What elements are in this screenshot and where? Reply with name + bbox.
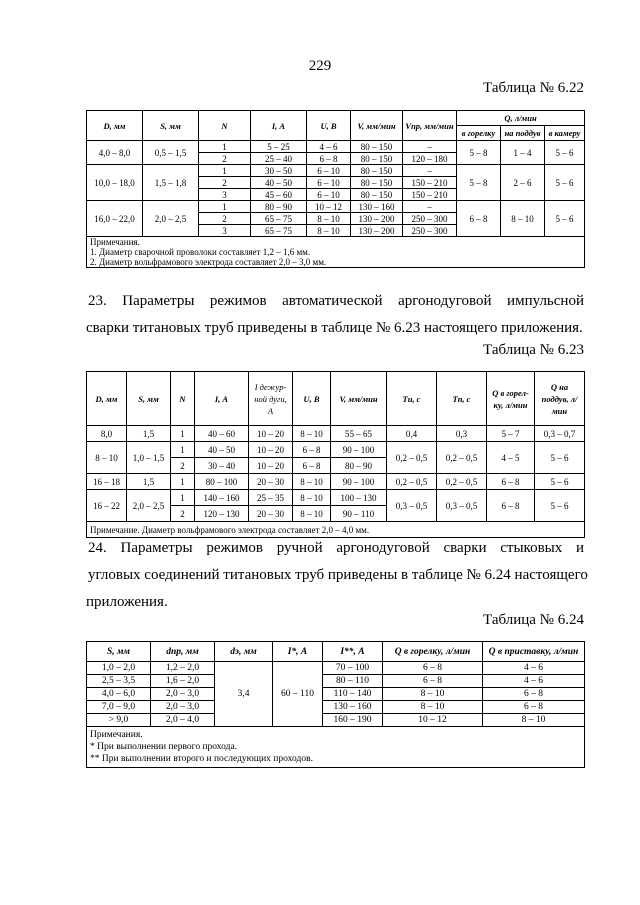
cell-i: 40 – 50 (251, 177, 307, 189)
cell-v: 130 – 160 (351, 201, 403, 213)
paragraph-24 (86, 535, 588, 616)
header-i2: I**, А (323, 642, 383, 662)
header-ti: Tи, с (387, 372, 437, 426)
table-row (87, 474, 585, 490)
cell-s: 0,5 – 1,5 (143, 141, 199, 165)
cell-u: 10 – 12 (307, 201, 351, 213)
cell-i-duty: 25 – 35 (249, 490, 293, 506)
table-row (87, 675, 585, 688)
header-n: N (171, 372, 195, 426)
cell-d: 16 – 22 (87, 490, 127, 522)
cell-i: 40 – 60 (195, 426, 249, 442)
cell-q-torch: 10 – 12 (383, 714, 483, 727)
cell-v: 80 – 150 (351, 177, 403, 189)
cell-n: 2 (199, 153, 251, 165)
cell-q-underlay: 5 – 6 (535, 474, 585, 490)
header-v: V, мм/мин (351, 111, 403, 141)
note-line: Примечания. (90, 237, 140, 247)
cell-n: 1 (199, 165, 251, 177)
table-row (87, 141, 585, 153)
cell-d: 10,0 – 18,0 (87, 165, 143, 201)
cell-tp: 0,2 – 0,5 (437, 474, 487, 490)
header-s: S, мм (127, 372, 171, 426)
cell-s: 1,5 – 1,8 (143, 165, 199, 201)
cell-u: 6 – 8 (293, 458, 331, 474)
cell-n: 1 (171, 442, 195, 458)
header-q-chamber: в камеру (545, 126, 585, 141)
cell-vpr: 120 – 180 (403, 153, 457, 165)
cell-v: 90 – 110 (331, 506, 387, 522)
cell-u: 8 – 10 (293, 474, 331, 490)
cell-tp: 0,3 – 0,5 (437, 490, 487, 522)
cell-q-underlay: 5 – 6 (535, 442, 585, 474)
paragraph-line: 24. Параметры режимов ручной аргонодуговой сварки стыковых и (88, 540, 584, 556)
cell-dpr: 2,0 – 4,0 (151, 714, 215, 727)
cell-q-chamber: 5 – 6 (545, 201, 585, 237)
cell-q-torch: 6 – 8 (487, 490, 535, 522)
table-row (87, 426, 585, 442)
cell-i: 65 – 75 (251, 213, 307, 225)
cell-i2: 160 – 190 (323, 714, 383, 727)
cell-d: 8 – 10 (87, 442, 127, 474)
cell-n: 2 (171, 506, 195, 522)
cell-q-nozzle: 4 – 6 (483, 675, 585, 688)
paragraph-line: 23. Параметры режимов автоматической аргонодуговой импульсной (88, 293, 584, 309)
paragraph-line: сварки титановых труб приведены в таблице № 6.23 настоящего приложения. (86, 320, 583, 336)
cell-q-underlay: 0,3 – 0,7 (535, 426, 585, 442)
cell-u: 6 – 10 (307, 177, 351, 189)
cell-q-nozzle: 8 – 10 (483, 714, 585, 727)
cell-vpr: 150 – 210 (403, 177, 457, 189)
cell-v: 80 – 90 (331, 458, 387, 474)
cell-q-underlay: 5 – 6 (535, 490, 585, 522)
table-caption-6-24: Таблица № 6.24 (483, 612, 584, 628)
cell-i2: 70 – 100 (323, 662, 383, 675)
cell-dpr: 2,0 – 3,0 (151, 688, 215, 701)
cell-q-torch: 6 – 8 (383, 675, 483, 688)
cell-u: 6 – 8 (307, 153, 351, 165)
header-v: V, мм/мин (331, 372, 387, 426)
table-row (87, 688, 585, 701)
table-row (87, 662, 585, 675)
table-row (87, 490, 585, 506)
cell-q-underlay: 2 – 6 (501, 165, 545, 201)
cell-i-duty: 20 – 30 (249, 506, 293, 522)
cell-n: 1 (171, 426, 195, 442)
table-row (87, 201, 585, 213)
header-q-underlay: на поддув (501, 126, 545, 141)
cell-q-chamber: 5 – 6 (545, 165, 585, 201)
page-number: 229 (308, 58, 332, 74)
cell-n: 2 (199, 213, 251, 225)
table-6-24 (86, 641, 585, 768)
cell-q-underlay: 8 – 10 (501, 201, 545, 237)
table-row (87, 442, 585, 458)
header-q-torch: Q в горелку, л/мин (383, 642, 483, 662)
table-caption-6-23: Таблица № 6.23 (483, 342, 584, 358)
cell-n: 3 (199, 189, 251, 201)
cell-i-duty: 20 – 30 (249, 474, 293, 490)
cell-i: 45 – 60 (251, 189, 307, 201)
cell-q-torch: 6 – 8 (383, 662, 483, 675)
cell-q-nozzle: 4 – 6 (483, 662, 585, 675)
cell-vpr: 150 – 210 (403, 189, 457, 201)
table-6-23 (86, 371, 585, 538)
cell-i: 120 – 130 (195, 506, 249, 522)
cell-v: 55 – 65 (331, 426, 387, 442)
cell-s: 7,0 – 9,0 (87, 701, 151, 714)
header-tp: Tп, с (437, 372, 487, 426)
cell-u: 8 – 10 (293, 490, 331, 506)
header-n: N (199, 111, 251, 141)
cell-q-torch: 6 – 8 (457, 201, 501, 237)
cell-v: 90 – 100 (331, 442, 387, 458)
paragraph-23 (88, 288, 584, 342)
cell-q-nozzle: 6 – 8 (483, 701, 585, 714)
cell-n: 2 (171, 458, 195, 474)
table-note: Примечание. Диаметр вольфрамового электрода составляет 2,0 – 4,0 мм. (87, 522, 585, 538)
header-vpr: Vпр, мм/мин (403, 111, 457, 141)
cell-q-nozzle: 6 – 8 (483, 688, 585, 701)
table-row (87, 165, 585, 177)
table-notes (87, 727, 585, 768)
note-line: Примечания. (90, 730, 143, 740)
cell-n: 1 (171, 474, 195, 490)
cell-n: 1 (199, 141, 251, 153)
cell-n: 1 (171, 490, 195, 506)
table-6-22 (86, 110, 585, 268)
cell-q-torch: 6 – 8 (487, 474, 535, 490)
cell-s: > 9,0 (87, 714, 151, 727)
cell-v: 80 – 150 (351, 189, 403, 201)
cell-q-torch: 8 – 10 (383, 701, 483, 714)
paragraph-line: угловых соединений титановых труб приведены в таблице № 6.24 настоящего (88, 567, 588, 583)
header-q-torch: Q в горел-ку, л/мин (487, 372, 535, 426)
cell-i: 140 – 160 (195, 490, 249, 506)
cell-s: 2,0 – 2,5 (127, 490, 171, 522)
cell-i: 80 – 90 (251, 201, 307, 213)
cell-u: 8 – 10 (307, 225, 351, 237)
cell-i: 5 – 25 (251, 141, 307, 153)
cell-ti: 0,3 – 0,5 (387, 490, 437, 522)
cell-u: 8 – 10 (293, 426, 331, 442)
header-d: D, мм (87, 372, 127, 426)
cell-i2: 80 – 110 (323, 675, 383, 688)
cell-i-duty: 10 – 20 (249, 442, 293, 458)
cell-u: 4 – 6 (307, 141, 351, 153)
cell-s: 1,0 – 1,5 (127, 442, 171, 474)
cell-v: 130 – 200 (351, 225, 403, 237)
cell-d: 8,0 (87, 426, 127, 442)
note-line: * При выполнении первого прохода. (90, 742, 238, 752)
cell-dpr: 1,6 – 2,0 (151, 675, 215, 688)
cell-v: 100 – 130 (331, 490, 387, 506)
cell-s: 2,0 – 2,5 (143, 201, 199, 237)
table-row (87, 701, 585, 714)
header-q-nozzle: Q в приставку, л/мин (483, 642, 585, 662)
cell-i: 40 – 50 (195, 442, 249, 458)
cell-s: 1,5 (127, 426, 171, 442)
header-d: D, мм (87, 111, 143, 141)
cell-u: 6 – 10 (307, 189, 351, 201)
cell-u: 6 – 8 (293, 442, 331, 458)
table-notes-row (87, 237, 585, 268)
cell-q-torch: 5 – 8 (457, 165, 501, 201)
cell-u: 6 – 10 (307, 165, 351, 177)
cell-vpr: – (403, 165, 457, 177)
cell-v: 80 – 150 (351, 153, 403, 165)
cell-ti: 0,2 – 0,5 (387, 442, 437, 474)
cell-dpr: 2,0 – 3,0 (151, 701, 215, 714)
cell-i: 65 – 75 (251, 225, 307, 237)
note-line: ** При выполнении второго и последующих проходов. (90, 754, 313, 764)
cell-tp: 0,3 (437, 426, 487, 442)
cell-ti: 0,2 – 0,5 (387, 474, 437, 490)
cell-d: 16 – 18 (87, 474, 127, 490)
header-q-underlay: Q на поддув, л/мин (535, 372, 585, 426)
header-de: dэ, мм (215, 642, 273, 662)
header-i: I, А (251, 111, 307, 141)
note-line: 2. Диаметр вольфрамового электрода составляет 2,0 – 3,0 мм. (90, 257, 327, 267)
cell-tp: 0,2 – 0,5 (437, 442, 487, 474)
cell-i2: 130 – 160 (323, 701, 383, 714)
cell-q-underlay: 1 – 4 (501, 141, 545, 165)
cell-i: 30 – 50 (251, 165, 307, 177)
cell-vpr: – (403, 201, 457, 213)
header-u: U, В (293, 372, 331, 426)
table-notes-row (87, 727, 585, 768)
cell-v: 80 – 150 (351, 141, 403, 153)
cell-q-torch: 4 – 5 (487, 442, 535, 474)
cell-v: 130 – 200 (351, 213, 403, 225)
header-dpr: dпр, мм (151, 642, 215, 662)
cell-q-torch: 5 – 7 (487, 426, 535, 442)
header-s: S, мм (143, 111, 199, 141)
cell-de: 3,4 (215, 662, 273, 727)
cell-i-duty: 10 – 20 (249, 426, 293, 442)
cell-dpr: 1,2 – 2,0 (151, 662, 215, 675)
cell-n: 1 (199, 201, 251, 213)
cell-s: 4,0 – 6,0 (87, 688, 151, 701)
table-caption-6-22: Таблица № 6.22 (483, 80, 584, 96)
header-i1: I*, А (273, 642, 323, 662)
cell-vpr: 250 – 300 (403, 225, 457, 237)
table-row (87, 714, 585, 727)
cell-d: 16,0 – 22,0 (87, 201, 143, 237)
header-i-duty: I дежур-ной дуги, А (249, 372, 293, 426)
cell-q-torch: 8 – 10 (383, 688, 483, 701)
cell-vpr: 250 – 300 (403, 213, 457, 225)
cell-s: 2,5 – 3,5 (87, 675, 151, 688)
cell-v: 80 – 150 (351, 165, 403, 177)
header-u: U, В (307, 111, 351, 141)
paragraph-line: приложения. (86, 594, 168, 610)
cell-ti: 0,4 (387, 426, 437, 442)
cell-q-torch: 5 – 8 (457, 141, 501, 165)
cell-i: 80 – 100 (195, 474, 249, 490)
cell-s: 1,5 (127, 474, 171, 490)
header-q-torch: в горелку (457, 126, 501, 141)
cell-vpr: – (403, 141, 457, 153)
cell-u: 8 – 10 (293, 506, 331, 522)
cell-d: 4,0 – 8,0 (87, 141, 143, 165)
cell-i: 25 – 40 (251, 153, 307, 165)
cell-q-chamber: 5 – 6 (545, 141, 585, 165)
cell-i-duty: 10 – 20 (249, 458, 293, 474)
header-i: I, А (195, 372, 249, 426)
cell-s: 1,0 – 2,0 (87, 662, 151, 675)
cell-i: 30 – 40 (195, 458, 249, 474)
header-s: S, мм (87, 642, 151, 662)
table-notes (87, 237, 585, 268)
cell-i1: 60 – 110 (273, 662, 323, 727)
note-line: 1. Диаметр сварочной проволоки составляет 1,2 – 1,6 мм. (90, 247, 311, 257)
cell-n: 2 (199, 177, 251, 189)
cell-u: 8 – 10 (307, 213, 351, 225)
cell-n: 3 (199, 225, 251, 237)
cell-i2: 110 – 140 (323, 688, 383, 701)
header-q: Q, л/мин (457, 111, 585, 126)
cell-v: 90 – 100 (331, 474, 387, 490)
